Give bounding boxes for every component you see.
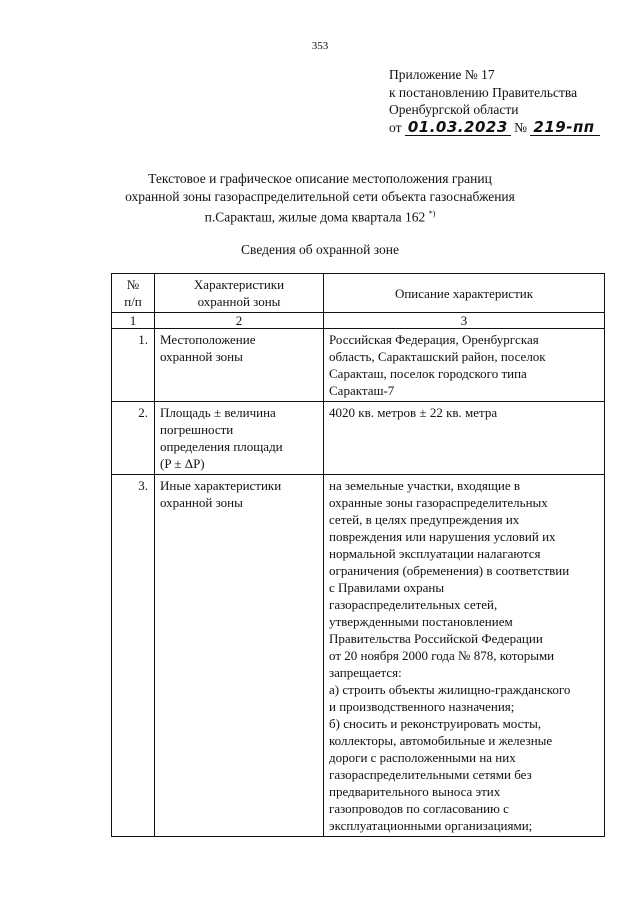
row-description: [324, 402, 605, 475]
description-line: предварительного выноса этих: [329, 784, 501, 799]
row-characteristic: [155, 475, 324, 837]
description-line: на земельные участки, входящие в: [329, 478, 521, 493]
header-char-line-1: Характеристики: [193, 277, 285, 292]
description-line: ограничения (обременения) в соответствии: [329, 563, 570, 578]
description-line: а) строить объекты жилищно-гражданского: [329, 682, 571, 697]
table-row: [112, 329, 605, 402]
description-line: запрещается:: [329, 665, 402, 680]
description-line: повреждения или нарушения условий их: [329, 529, 556, 544]
description-line: 4020 кв. метров ± 22 кв. метра: [329, 405, 498, 420]
row-characteristic: [155, 402, 324, 475]
date-prefix: от: [389, 119, 402, 135]
description-line: газопроводов по согласованию с: [329, 801, 509, 816]
row-characteristic: [155, 329, 324, 402]
table-row: [112, 475, 605, 837]
handwritten-number: 219-пп: [530, 120, 600, 136]
description-line: Саракташ, поселок городского типа: [329, 366, 527, 381]
number-sign: №: [514, 119, 528, 135]
row-number: 1.: [112, 329, 155, 402]
header-description: Описание характеристик: [324, 274, 605, 313]
section-subtitle: Сведения об охранной зоне: [241, 242, 399, 257]
characteristic-line: определения площади: [160, 439, 283, 454]
characteristic-line: (P ± ΔP): [160, 456, 205, 471]
table-index-row: [112, 313, 605, 329]
description-line: Саракташ-7: [329, 383, 395, 398]
header-char-line-2: охранной зоны: [197, 294, 281, 309]
title-line-1: Текстовое и графическое описание местоположения границ: [148, 171, 492, 186]
footnote-mark: *): [428, 209, 436, 218]
description-line: коллекторы, автомобильные и железные: [329, 733, 553, 748]
index-cell: 3: [324, 313, 605, 329]
characteristic-line: Площадь ± величина: [160, 405, 276, 420]
description-line: нормальной эксплуатации налагаются: [329, 546, 541, 561]
index-cell: 1: [112, 313, 155, 329]
header-characteristics: [155, 274, 324, 313]
characteristic-line: охранной зоны: [160, 495, 243, 510]
handwritten-date: 01.03.2023: [405, 120, 511, 136]
page-number: 353: [311, 40, 329, 52]
appendix-ref-line: к постановлению Правительства: [389, 84, 578, 100]
row-description: [324, 475, 605, 837]
characteristic-line: Местоположение: [160, 332, 256, 347]
title-line-3-text: п.Саракташ, жилые дома квартала 162: [204, 209, 426, 225]
header-num-line-2: п/п: [124, 294, 142, 309]
description-line: газораспределительных сетей,: [329, 597, 498, 612]
header-num: [112, 274, 155, 313]
document-title: [0, 170, 640, 226]
description-line: сетей, в целях предупреждения их: [329, 512, 520, 527]
characteristic-line: охранной зоны: [160, 349, 243, 364]
description-line: дороги с расположенными на них: [329, 750, 516, 765]
description-line: и производственного назначения;: [329, 699, 515, 714]
characteristic-line: погрешности: [160, 422, 234, 437]
index-cell: 2: [155, 313, 324, 329]
description-line: Правительства Российской Федерации: [329, 631, 543, 646]
description-line: Российская Федерация, Оренбургская: [329, 332, 539, 347]
appendix-number: Приложение № 17: [389, 67, 495, 82]
title-line-3: [0, 205, 640, 226]
description-line: с Правилами охраны: [329, 580, 445, 595]
characteristic-line: Иные характеристики: [160, 478, 282, 493]
row-number: 2.: [112, 402, 155, 475]
appendix-region-line: Оренбургской области: [389, 102, 519, 117]
header-num-line-1: №: [126, 277, 140, 292]
description-line: охранные зоны газораспределительных: [329, 495, 548, 510]
description-line: газораспределительными сетями без: [329, 767, 532, 782]
zone-info-table: [111, 273, 605, 837]
description-line: область, Саракташский район, поселок: [329, 349, 546, 364]
appendix-header: [389, 66, 600, 136]
title-line-2: охранной зоны газораспределительной сети объекта газоснабжения: [125, 188, 515, 204]
row-number: 3.: [112, 475, 155, 837]
table-header-row: [112, 274, 605, 313]
appendix-date-line: [389, 119, 600, 137]
description-line: от 20 ноября 2000 года № 878, которыми: [329, 648, 555, 663]
table-row: [112, 402, 605, 475]
description-line: эксплуатационными организациями;: [329, 818, 533, 833]
description-line: утвержденными постановлением: [329, 614, 513, 629]
description-line: б) сносить и реконструировать мосты,: [329, 716, 542, 731]
row-description: [324, 329, 605, 402]
